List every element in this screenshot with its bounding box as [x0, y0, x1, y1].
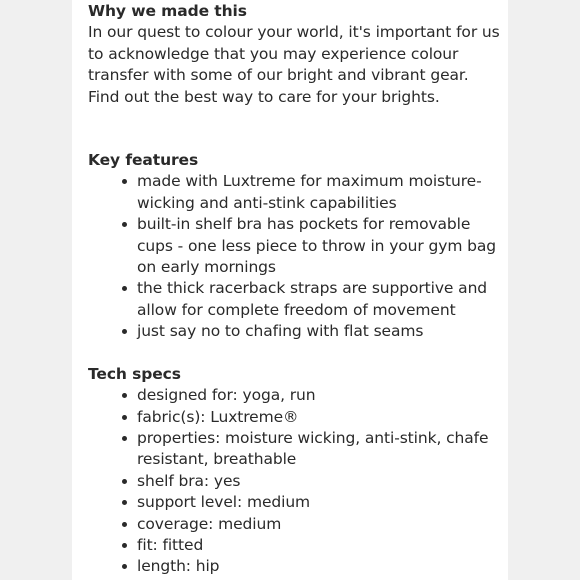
- spec-item: properties: moisture wicking, anti-stink, chafe resistant, breathable: [137, 428, 500, 471]
- features-list: [88, 171, 500, 342]
- tech-specs-section: [88, 364, 500, 578]
- care-link-text[interactable]: Find out the best way to care for your brights.: [88, 87, 440, 106]
- spec-item: fabric(s): Luxtreme®: [137, 407, 500, 428]
- spec-item: support level: medium: [137, 492, 500, 513]
- feature-item: the thick racerback straps are supportive and allow for complete freedom of movement: [137, 278, 500, 321]
- features-heading: Key features: [88, 151, 199, 170]
- specs-heading: Tech specs: [88, 364, 181, 383]
- spec-item: length: hip: [137, 556, 500, 577]
- why-paragraph: In our quest to colour your world, it's important for us to acknowledge that you may experience colour transfer with some of our bright and vibrant gear.: [88, 23, 500, 85]
- feature-item: just say no to chafing with flat seams: [137, 321, 500, 342]
- spec-item: coverage: medium: [137, 514, 500, 535]
- spec-item: designed for: yoga, run: [137, 385, 500, 406]
- specs-list: [88, 385, 500, 578]
- product-details-panel: [72, 0, 508, 580]
- key-features-section: [88, 150, 500, 343]
- why-heading: Why we made this: [88, 2, 247, 20]
- spec-item: fit: fitted: [137, 535, 500, 556]
- product-details-content: [88, 1, 500, 578]
- feature-item: made with Luxtreme for maximum moisture-wicking and anti-stink capabilities: [137, 171, 500, 214]
- why-we-made-this-section: [88, 1, 500, 108]
- feature-item: built-in shelf bra has pockets for removable cups - one less piece to throw in your gym bag on early mornings: [137, 214, 500, 278]
- spec-item: shelf bra: yes: [137, 471, 500, 492]
